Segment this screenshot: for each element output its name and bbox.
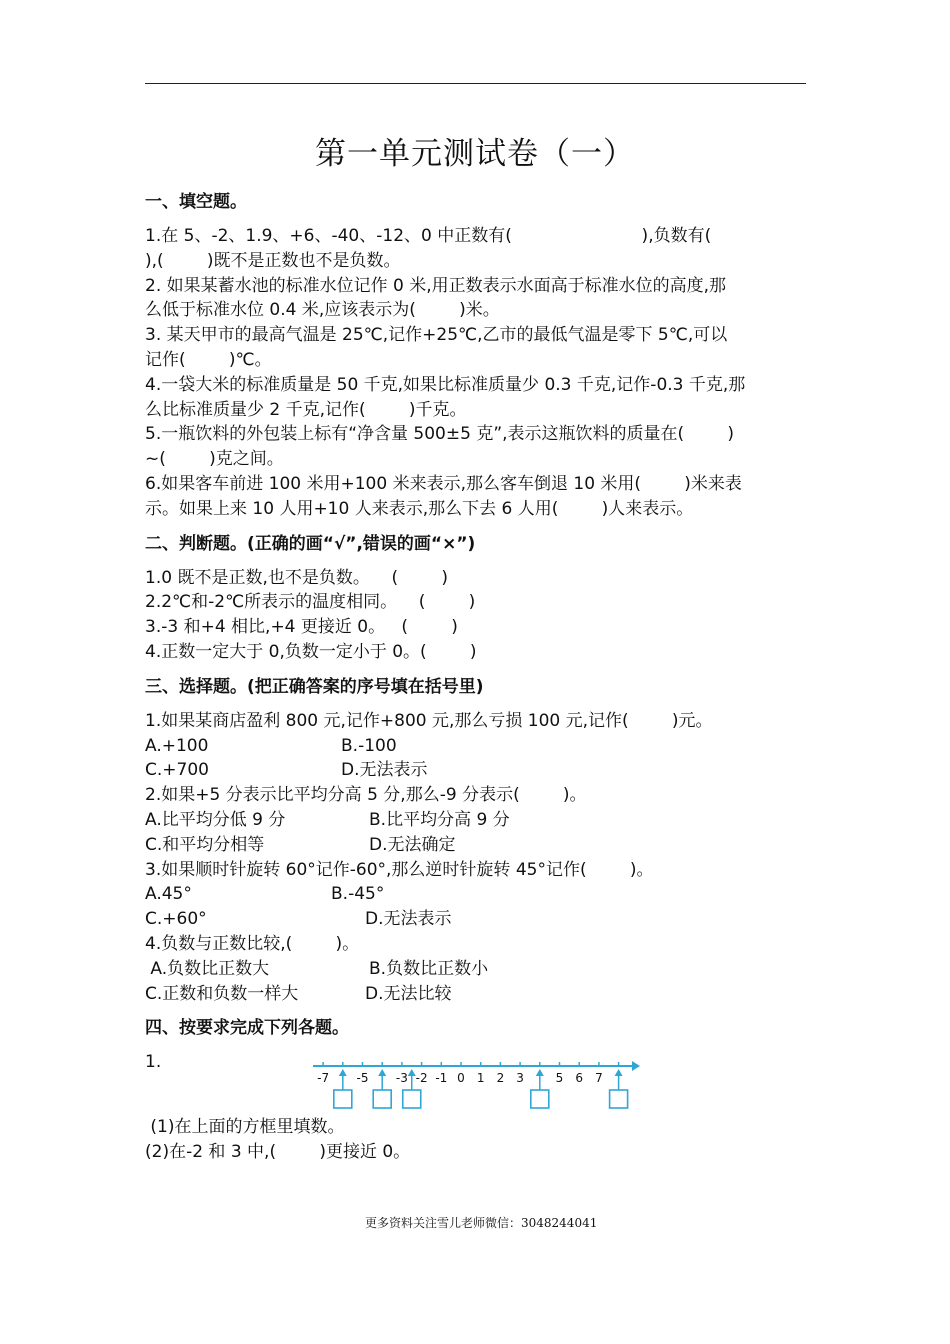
- s3-q2: 2.如果+5 分表示比平均分高 5 分,那么-9 分表示( )。: [145, 785, 587, 806]
- s1-q2-line2: 么低于标准水位 0.4 米,应该表示为( )米。: [145, 300, 500, 321]
- s2-q2: 2.2℃和-2℃所表示的温度相同。 ( ): [145, 592, 476, 613]
- s3-q1: 1.如果某商店盈利 800 元,记作+800 元,那么亏损 100 元,记作( )元。: [145, 710, 713, 731]
- s1-q5-line2: ~( )克之间。: [145, 449, 284, 470]
- answer-box: [373, 1090, 391, 1108]
- s3-q4-options-row2: [145, 982, 807, 1007]
- answer-box: [403, 1090, 421, 1108]
- s3-q2-options-row2: [145, 833, 807, 858]
- number-line-label: -1: [435, 1071, 448, 1086]
- s3-q1-option-a: A.+100: [145, 735, 209, 756]
- s3-q2-option-c: C.和平均分相等: [145, 834, 265, 855]
- s3-q1-options-row2: [145, 758, 807, 783]
- s3-q2-options-row1: [145, 808, 807, 833]
- number-line-label: 0: [457, 1071, 465, 1086]
- s1-q6-line2: 示。如果上来 10 人用+10 人来表示,那么下去 6 人用( )人来表示。: [145, 498, 694, 519]
- s3-q1-option-c: C.+700: [145, 760, 209, 781]
- s2-q4: 4.正数一定大于 0,负数一定小于 0。( ): [145, 641, 477, 662]
- answer-box-pointer: [373, 1069, 391, 1108]
- s3-q3-option-b: B.-45°: [331, 884, 385, 905]
- section-3-heading: 三、选择题。(把正确答案的序号填在括号里): [145, 676, 484, 697]
- s3-q3-options-row1: [145, 882, 807, 907]
- answer-box: [610, 1090, 628, 1108]
- number-line-label: -5: [356, 1071, 369, 1086]
- s4-q1-row: [145, 1050, 807, 1115]
- number-line-label: 1: [476, 1071, 485, 1086]
- s1-q4-line1: 4.一袋大米的标准质量是 50 千克,如果比标准质量少 0.3 千克,记作-0.3 千克,那: [145, 374, 746, 395]
- s4-q1-part2: (2)在-2 和 3 中,( )更接近 0。: [145, 1142, 411, 1163]
- s3-q1-option-d: D.无法表示: [341, 760, 428, 781]
- number-line-label: 5: [555, 1071, 564, 1086]
- s3-q4: 4.负数与正数比较,( )。: [145, 933, 360, 954]
- test-content: [145, 180, 807, 1165]
- s3-q1-options-row1: [145, 734, 807, 759]
- s3-q3: 3.如果顺时针旋转 60°记作-60°,那么逆时针旋转 45°记作( )。: [145, 859, 654, 880]
- s3-q3-options-row2: [145, 907, 807, 932]
- s3-q4-option-c: C.正数和负数一样大: [145, 983, 299, 1004]
- number-line-labels: [317, 1071, 603, 1085]
- answer-box-pointer: [610, 1069, 628, 1108]
- s3-q4-option-a: A.负数比正数大: [145, 958, 270, 979]
- s1-q3-line2: 记作( )℃。: [145, 349, 272, 370]
- s1-q4-line2: 么比标准质量少 2 千克,记作( )千克。: [145, 399, 467, 420]
- number-line-label: -2: [415, 1071, 428, 1086]
- s1-q1-line2: ),( )既不是正数也不是负数。: [145, 250, 401, 271]
- s1-q6-line1: 6.如果客车前进 100 米用+100 米来表示,那么客车倒退 10 米用( )米来表: [145, 473, 742, 494]
- s3-q3-option-a: A.45°: [145, 884, 192, 905]
- page-title: 第一单元测试卷（一）: [315, 136, 635, 172]
- s3-q3-option-d: D.无法表示: [365, 909, 452, 930]
- section-4-heading: 四、按要求完成下列各题。: [145, 1018, 349, 1039]
- s1-q5-line1: 5.一瓶饮料的外包装上标有“净含量 500±5 克”,表示这瓶饮料的质量在( ): [145, 424, 735, 445]
- s3-q2-option-d: D.无法确定: [369, 834, 456, 855]
- section-1-heading: 一、填空题。: [145, 192, 247, 212]
- number-line-label: 6: [575, 1071, 584, 1086]
- answer-box: [334, 1090, 352, 1108]
- number-line-arrowhead: [632, 1061, 640, 1071]
- s2-q3: 3.-3 和+4 相比,+4 更接近 0。 ( ): [145, 617, 458, 638]
- s3-q4-option-b: B.负数比正数小: [369, 958, 489, 979]
- section-2-heading: 二、判断题。(正确的画“√”,错误的画“×”): [145, 533, 476, 554]
- s1-q1-line1: 1.在 5、-2、1.9、+6、-40、-12、0 中正数有( ),负数有(: [145, 226, 712, 246]
- s3-q3-option-c: C.+60°: [145, 909, 207, 930]
- s3-q4-option-d: D.无法比较: [365, 983, 452, 1004]
- number-line-label: 2: [496, 1071, 505, 1086]
- s4-q1-part1: (1)在上面的方框里填数。: [145, 1117, 345, 1138]
- s2-q1: 1.0 既不是正数,也不是负数。 ( ): [145, 567, 448, 588]
- number-line-label: -3: [395, 1071, 408, 1086]
- answer-box-pointer: [531, 1069, 549, 1108]
- answer-box: [531, 1090, 549, 1108]
- header-rule: [145, 83, 806, 84]
- number-line-label: 3: [516, 1071, 524, 1086]
- number-line-figure: [310, 1056, 640, 1118]
- s3-q2-option-b: B.比平均分高 9 分: [369, 809, 510, 830]
- s4-q1-number: 1.: [145, 1052, 162, 1073]
- s3-q2-option-a: A.比平均分低 9 分: [145, 809, 286, 830]
- number-line-label: 7: [595, 1071, 603, 1086]
- s1-q2-line1: 2. 如果某蓄水池的标准水位记作 0 米,用正数表示水面高于标准水位的高度,那: [145, 275, 727, 296]
- s3-q4-options-row1: [145, 957, 807, 982]
- s3-q1-option-b: B.-100: [341, 735, 397, 756]
- s1-q3-line1: 3. 某天甲市的最高气温是 25℃,记作+25℃,乙市的最低气温是零下 5℃,可以: [145, 325, 728, 346]
- answer-box-pointer: [334, 1069, 352, 1108]
- number-line-label: -7: [317, 1071, 330, 1086]
- footer-note: 更多资料关注雪儿老师微信：3048244041: [365, 1216, 598, 1230]
